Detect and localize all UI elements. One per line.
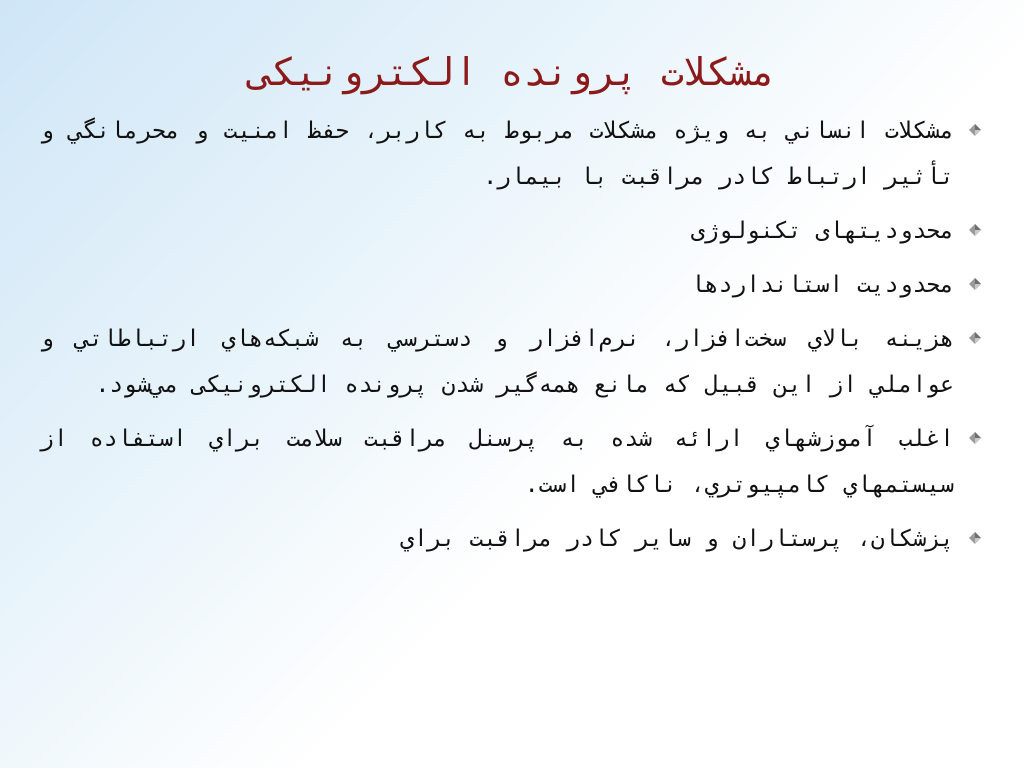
- bullet-item: [40, 108, 990, 200]
- slide-title: مشکلات پرونده الکترونیکی: [248, 50, 776, 94]
- bullet-text: پزشكان، پرستاران و ساير كادر مراقبت براي: [400, 526, 954, 552]
- bullet-list: [40, 108, 990, 570]
- bullet-item: [40, 416, 990, 508]
- bullet-item: [40, 262, 990, 308]
- diamond-bullet-icon: [968, 277, 982, 291]
- diamond-bullet-icon: [968, 531, 982, 545]
- bullet-item: [40, 516, 990, 562]
- bullet-text: مشكلات انساني به ويژه مشكلات مربوط به كاربر، حفظ امنيت و محرمانگي و تأثير ارتباط كادر مراقبت با بيمار.: [40, 118, 954, 190]
- bullet-text: هزينه بالاي سخت‌افزار، نرم‌افزار و دسترسي به شبكه‌هاي ارتباطاتي و عواملي از اين قبيل كه مانع همه‌گير شدن پرونده الکترونیکی مي‌شود.: [40, 326, 954, 398]
- bullet-item: [40, 208, 990, 254]
- bullet-text: اغلب آموزشهاي ارائه شده به پرسنل مراقبت سلامت براي استفاده از سيستمهاي كامپيوتري، ناكافي است.: [40, 426, 954, 498]
- bullet-item: [40, 316, 990, 408]
- diamond-bullet-icon: [968, 431, 982, 445]
- diamond-bullet-icon: [968, 123, 982, 137]
- diamond-bullet-icon: [968, 223, 982, 237]
- diamond-bullet-icon: [968, 331, 982, 345]
- bullet-text: محدودیتهای تکنولوژی: [690, 218, 954, 244]
- bullet-text: محدودیت استانداردها: [690, 272, 954, 298]
